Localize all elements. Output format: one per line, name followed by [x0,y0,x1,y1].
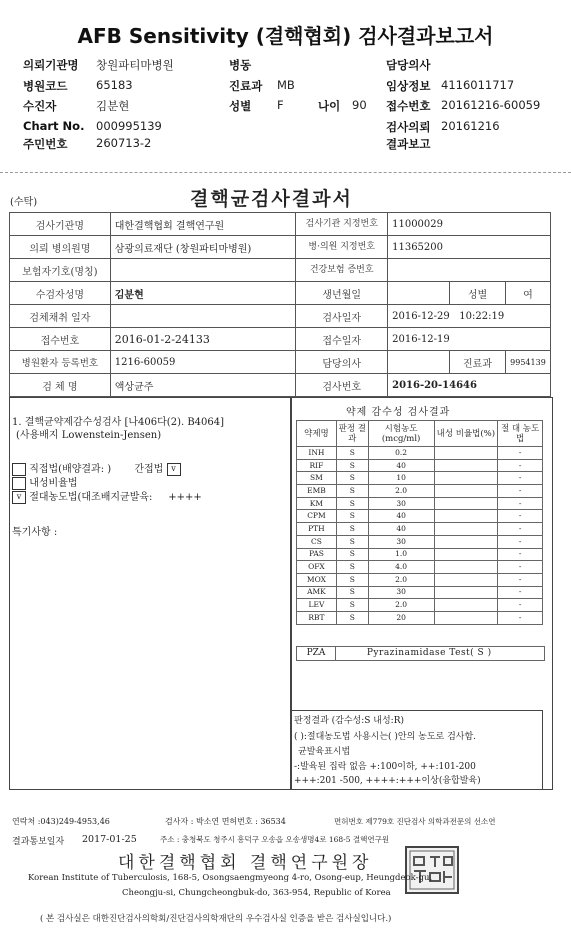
request-date-label: 검사의뢰 [386,120,431,134]
sex-value: F [277,98,284,112]
drug-result-cell: S [336,485,368,498]
drug-ratio-cell [434,611,498,624]
collect-date-label: 검체채취 일자 [10,305,111,328]
org-address-en-2: Cheongju-si, Chungcheongbuk-do, 363-954, Republic of Korea [122,888,391,898]
drug-result-cell: S [336,573,368,586]
drug-conc-cell: 2.0 [368,485,434,498]
dept-value: MB [277,78,295,92]
insured-label: 보험자기호(명칭) [10,259,111,282]
recv-no-value: 2016-01-2-24133 [110,328,296,351]
drug-absolute-cell: - [498,561,543,574]
drug-conc-cell: 20 [368,611,434,624]
clinical-info-label: 임상정보 [386,79,431,93]
legend-line-4: -:발육된 집락 없음 +:100이하, ++:101-200 [294,762,476,772]
test-method-panel [9,397,292,790]
drug-name-cell: SM [297,472,337,485]
hospital-code-label: 병원코드 [23,79,68,93]
conc-col-header: 시험농도 (mcg/ml) [368,421,434,447]
org-name: 대한결핵협회 결핵연구원장 [118,853,373,873]
absolute-conc-row [12,488,202,504]
form-doctor-label: 담당의사 [296,351,388,374]
patient-name-label: 수검자성명 [10,282,111,305]
absolute-conc-checkbox[interactable]: v [12,491,26,504]
copy-mark: (수탁) [10,197,38,208]
report-date-value: 2017-01-25 [82,834,137,845]
doctor-label: 담당의사 [386,58,431,72]
org-address-en-1: Korean Institute of Tuberculosis, 168-5, Osongsaengmyeong 4-ro, Osong-eup, Heungdeok-gu, [28,873,433,883]
drug-row [297,548,543,561]
hospital-name-label: 의뢰기관명 [23,58,79,72]
receipt-no-value: 20161216-60059 [441,98,541,112]
drug-result-cell: S [336,535,368,548]
drug-row [297,459,543,472]
drug-result-cell: S [336,523,368,536]
drug-name-cell: PAS [297,548,337,561]
legend-line-1: 판정결과 (감수성:S 내성:R) [294,716,404,726]
dob-label: 생년월일 [296,282,388,305]
absolute-conc-label: 절대농도법(대조배지균발육: ++++ [29,492,202,503]
drug-name-cell: CPM [297,510,337,523]
drug-row [297,535,543,548]
official-seal-stamp [404,845,460,895]
drug-conc-cell: 30 [368,586,434,599]
drug-conc-cell: 40 [368,523,434,536]
drug-row [297,472,543,485]
report-date-label: 결과통보일자 [12,837,65,847]
drug-ratio-cell [434,485,498,498]
drug-absolute-cell: - [498,523,543,536]
drug-name-cell: PTH [297,523,337,536]
drug-col-header: 약제명 [297,421,337,447]
drug-ratio-cell [434,586,498,599]
drug-row [297,561,543,574]
drug-conc-cell: 30 [368,497,434,510]
drug-row [297,523,543,536]
drug-row [297,485,543,498]
drug-ratio-cell [434,447,498,460]
drug-conc-cell: 40 [368,510,434,523]
hosp-label: 의뢰 병의원명 [10,236,111,259]
resident-no-label: 주민번호 [23,137,68,151]
drug-ratio-cell [434,459,498,472]
receipt-no-label: 접수번호 [386,99,431,113]
pza-value: Pyrazinamidase Test( S ) [366,648,492,658]
indirect-checkbox[interactable]: v [167,463,181,476]
hospital-name-value: 창원파티마병원 [96,58,174,72]
chart-no-value: 000995139 [96,119,162,133]
ward-label: 병동 [229,58,252,72]
request-date-value: 20161216 [441,119,500,133]
hosp-code-label: 병·의원 지정번호 [296,236,388,259]
drug-conc-cell: 2.0 [368,573,434,586]
sex-label: 성별 [229,99,252,113]
drug-row [297,510,543,523]
test-date-value: 2016-12-29 10:22:19 [388,305,551,328]
drug-ratio-cell [434,561,498,574]
drug-absolute-cell: - [498,459,543,472]
inst-code-value: 11000029 [388,213,551,236]
absolute-col-header: 절 대 농도법 [498,421,543,447]
drug-ratio-cell [434,535,498,548]
form-sex-label: 성별 [450,282,506,305]
result-report-label: 결과보고 [386,137,431,151]
drug-conc-cell: 10 [368,472,434,485]
drug-absolute-cell: - [498,535,543,548]
drug-absolute-cell: - [498,548,543,561]
direct-method-label: 직접법(배양결과: ) [29,464,112,475]
legend-line-5: +++:201 -500, ++++:+++이상(융합발육) [294,776,481,786]
dept-label: 진료과 [229,79,263,93]
drug-name-cell: LEV [297,599,337,612]
hosp-code-value: 11365200 [388,236,551,259]
tester-info: 검사자 : 박소연 면허번호 : 36534 [165,817,286,826]
drug-table [296,420,543,625]
drug-absolute-cell: - [498,611,543,624]
resist-ratio-label: 내성비율법 [29,478,78,489]
drug-result-cell: S [336,459,368,472]
drug-result-cell: S [336,611,368,624]
drug-absolute-cell: - [498,586,543,599]
drug-name-cell: AMK [297,586,337,599]
physician-license: 면허번호 제779호 진단검사 의학과전문의 선소연 [334,817,496,826]
form-sex-value: 여 [505,282,550,305]
recv-date-label: 접수일자 [296,328,388,351]
drug-conc-cell: 1.0 [368,548,434,561]
drug-ratio-cell [434,497,498,510]
reg-no-label: 병원환자 등록번호 [10,351,111,374]
drug-absolute-cell: - [498,510,543,523]
recv-no-label: 접수번호 [10,328,111,351]
hosp-value: 삼광의료재단 (창원파티마병원) [110,236,296,259]
ratio-col-header: 내성 비율법(%) [434,421,498,447]
specimen-label: 검 체 명 [10,374,111,397]
form-dept-label: 진료과 [450,351,506,374]
org-address: 주소 : 충청북도 청주시 흥덕구 오송읍 오송생명4로 168-5 결핵연구원 [160,835,390,844]
drug-name-cell: MOX [297,573,337,586]
drug-row [297,586,543,599]
drug-absolute-cell: - [498,497,543,510]
drug-ratio-cell [434,510,498,523]
reg-no-value: 1216-60059 [110,351,296,374]
drug-absolute-cell: - [498,599,543,612]
drug-conc-cell: 2.0 [368,599,434,612]
inst-value: 대한결핵협회 결핵연구원 [110,213,296,236]
drug-absolute-cell: - [498,472,543,485]
contact-info: 연락처 :043)249-4953,46 [12,817,110,826]
patient-name-value: 김분현 [110,282,296,305]
certification-notice: ( 본 검사실은 대한진단검사의학회/진단검사의학재단의 우수검사실 인증을 받은 검사실입니다.) [40,914,392,924]
drug-table-title: 약제 감수성 검사결과 [346,407,451,418]
drug-row [297,573,543,586]
age-value: 90 [352,98,367,112]
drug-row [297,611,543,624]
age-label: 나이 [318,99,341,113]
drug-ratio-cell [434,548,498,561]
drug-name-cell: KM [297,497,337,510]
test-date-label: 검사일자 [296,305,388,328]
section-divider [0,172,571,173]
drug-row [297,497,543,510]
inst-label: 검사기관명 [10,213,111,236]
drug-result-cell: S [336,510,368,523]
hospital-code-value: 65183 [96,78,133,92]
form-dept-value: 9954139 [505,351,550,374]
drug-result-cell: S [336,497,368,510]
drug-result-cell: S [336,548,368,561]
drug-row [297,599,543,612]
indirect-method-label: 간접법 [134,464,164,475]
chart-no-label: Chart No. [23,119,85,133]
drug-result-cell: S [336,472,368,485]
drug-conc-cell: 40 [368,459,434,472]
report-title: 결핵균검사결과서 [190,188,353,210]
drug-result-cell: S [336,586,368,599]
clinical-info-value: 4116011717 [441,78,515,92]
drug-absolute-cell: - [498,485,543,498]
drug-ratio-cell [434,472,498,485]
drug-name-cell: OFX [297,561,337,574]
test-item-1: 1. 결핵균약제감수성검사 [나406다(2). B4064] [12,417,225,428]
report-header-title: AFB Sensitivity (결핵협회) 검사결과보고서 [77,24,494,48]
specimen-value: 액상균주 [110,374,296,397]
legend-line-2: ( ):절대농도법 사용시는( )안의 농도로 검사함. [294,732,477,742]
drug-absolute-cell: - [498,573,543,586]
recv-date-value: 2016-12-19 [388,328,551,351]
patient-label: 수진자 [23,99,57,113]
health-no-label: 건강보험 증번호 [296,259,388,282]
drug-name-cell: RBT [297,611,337,624]
resident-no-value: 260713-2 [96,136,152,150]
patient-value: 김분현 [96,99,130,113]
drug-absolute-cell: - [498,447,543,460]
pza-row [296,646,545,661]
drug-result-cell: S [336,561,368,574]
drug-ratio-cell [434,573,498,586]
drug-conc-cell: 0.2 [368,447,434,460]
drug-name-cell: EMB [297,485,337,498]
drug-result-cell: S [336,599,368,612]
drug-name-cell: CS [297,535,337,548]
drug-ratio-cell [434,599,498,612]
drug-name-cell: INH [297,447,337,460]
drug-ratio-cell [434,523,498,536]
test-no-label: 검사번호 [296,374,388,397]
legend-line-3: 균발육표시법 [298,747,351,757]
drug-row [297,447,543,460]
drug-result-cell: S [336,447,368,460]
pza-label: PZA [297,647,336,660]
test-no-value: 2016-20-14646 [388,374,551,397]
inst-code-label: 검사기관 지정번호 [296,213,388,236]
remarks-label: 특기사항 : [12,527,58,538]
medium-note: (사용배지 Lowenstein-Jensen) [16,430,162,441]
drug-conc-cell: 4.0 [368,561,434,574]
result-col-header: 판정 결과 [336,421,368,447]
drug-name-cell: RIF [297,459,337,472]
report-info-table [9,212,551,397]
drug-conc-cell: 30 [368,535,434,548]
